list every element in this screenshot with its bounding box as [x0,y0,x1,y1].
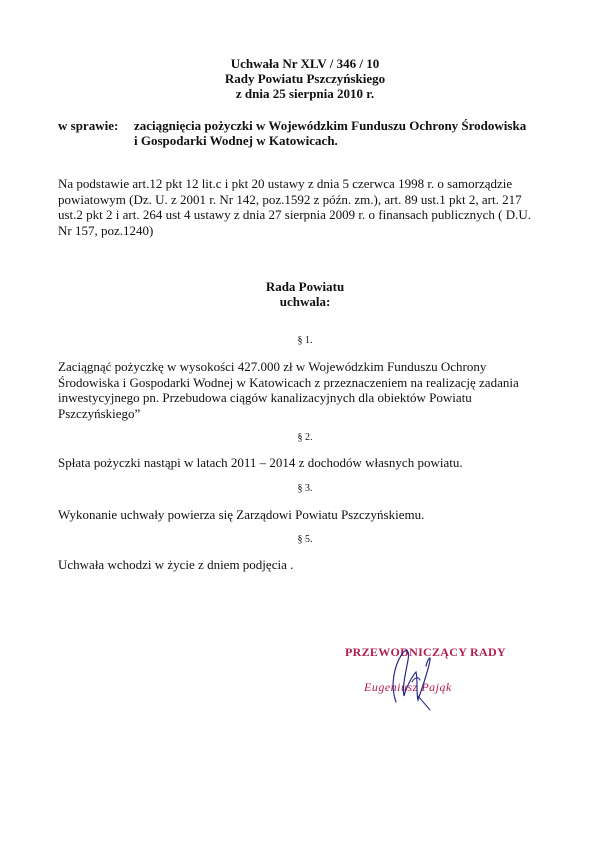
subject-lead: w sprawie: [58,118,119,133]
issuing-body: Rady Powiatu Pszczyńskiego [224,71,386,86]
resolves-heading: uchwala: [279,294,331,309]
legal-basis [58,176,558,238]
handwritten-signature [368,636,443,716]
section-1-line: Zaciągnąć pożyczkę w wysokości 427.000 zł w Wojewódzkim Funduszu Ochrony [58,359,487,374]
section-5-text: Uchwała wchodzi w życie z dniem podjęcia . [58,557,294,572]
resolution-number: Uchwała Nr XLV / 346 / 10 [230,56,380,71]
section-mark-5: § 5. [297,534,313,545]
section-1-line: Pszczyńskiego” [58,405,141,421]
section-1-line: Środowiska i Gospodarki Wodnej w Katowicach z przeznaczeniem na realizację zadania [58,374,519,390]
legal-basis-line: powiatowym (Dz. U. z 2001 r. Nr 142, poz.1592 z późn. zm.), art. 89 ust.1 pkt 2, art. 217 [58,191,522,207]
subject-text-1: zaciągnięcia pożyczki w Wojewódzkim Funduszu Ochrony Środowiska [134,118,527,133]
legal-basis-line: Nr 157, poz.1240) [58,222,154,238]
section-3-text: Wykonanie uchwały powierza się Zarządowi Powiatu Pszczyńskiemu. [58,507,425,522]
section-mark-3: § 3. [297,483,313,494]
section-1-text [58,359,558,421]
subject-line [58,118,526,133]
section-mark-1: § 1. [297,335,313,346]
legal-basis-line: ust.2 pkt 2 i art. 264 ust 4 ustawy z dnia 27 sierpnia 2009 r. o finansach publicznych ( D.U. [58,207,531,222]
resolution-date: z dnia 25 sierpnia 2010 r. [235,86,375,101]
section-1-line: inwestycyjnego pn. Przebudowa ciągów kanalizacyjnych dla obiektów Powiatu [58,390,472,405]
chairman-stamp-title: PRZEWODNICZĄCY RADY [345,645,506,659]
section-2-text: Spłata pożyczki nastąpi w latach 2011 – 2014 z dochodów własnych powiatu. [58,455,463,470]
council-heading: Rada Powiatu [265,279,345,294]
section-mark-2: § 2. [297,432,313,443]
legal-basis-line: Na podstawie art.12 pkt 12 lit.c i pkt 20 ustawy z dnia 5 czerwca 1998 r. o samorządzie [58,176,513,191]
chairman-stamp-name: Eugeniusz Pająk [364,680,452,694]
subject-text-2: i Gospodarki Wodnej w Katowicach. [134,133,338,148]
